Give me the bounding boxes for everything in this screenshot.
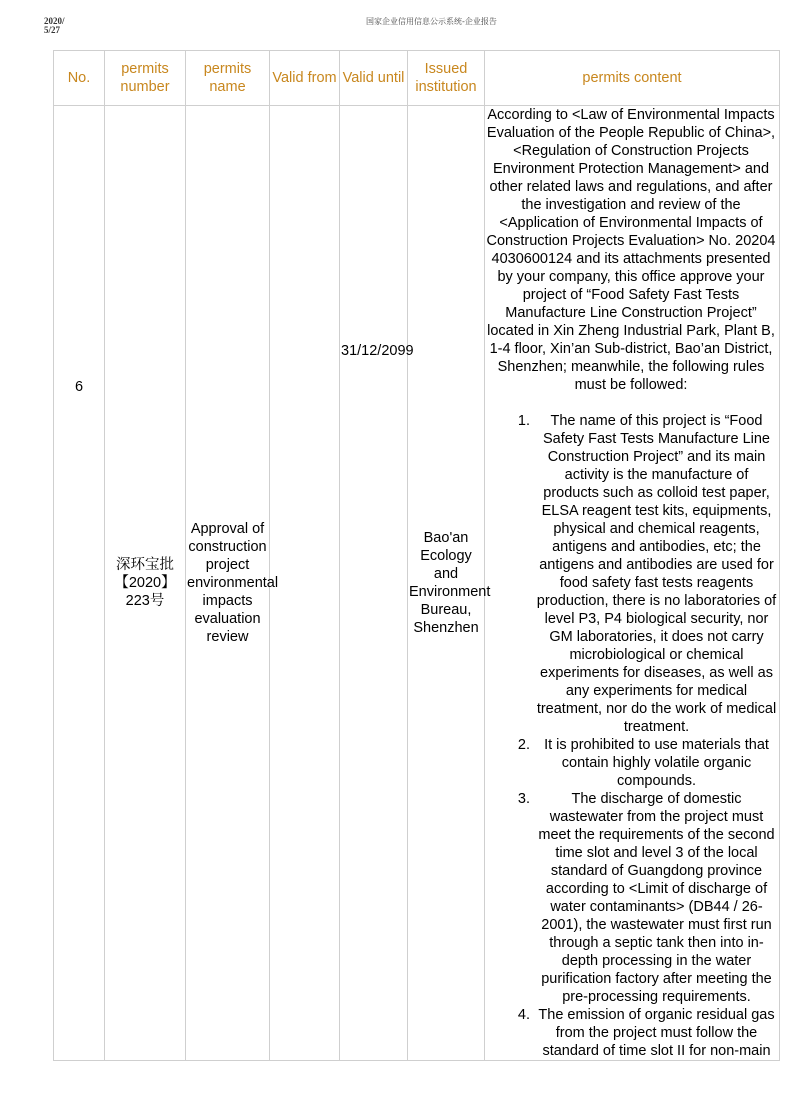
permits-table (53, 50, 780, 1061)
cell-permits-number-value: 深环宝批【2020】223号 (114, 557, 176, 609)
table-row (54, 106, 780, 1061)
col-header-valid-from: Valid from (270, 51, 340, 106)
cell-valid-until-value: 31/12/2099 (341, 343, 414, 359)
cell-issued-institution (408, 106, 491, 1061)
col-header-valid-until: Valid until (340, 51, 408, 106)
report-date-line1: 2020/ (44, 16, 65, 26)
permits-content-intro: According to <Law of Environmental Impacts Evaluation of the People Republic of China>, <Regulation of Construction Projects Environment Protection Management> and other related laws and regulations, and after the investigation and review of the <Application of Environmental Impacts of Construction Projects Evaluation> No. 20204 4030600124 and its attachments presented by your company, this office approve your project of “Food Safety Fast Tests Manufacture Line Construction Project” located in Xin Zheng Industrial Park, Plant B, 1-4 floor, Xin’an Sub-district, Bao’an District, Shenzhen; meanwhile, the following rules must be followed: (486, 107, 776, 393)
cell-valid-until (340, 106, 414, 1061)
rule-item: 3. The discharge of domestic wastewater from the project must meet the requirements of the second time slot and level 3 of the local standard of Guangdong province according to <Limit of discharge of water contaminants> (DB44 / 26-2001), the wastewater must first run through a septic tank then into in-depth processing in the water purification factory after meeting the pre-processing requirements. (534, 790, 778, 1006)
cell-no-value: 6 (74, 379, 84, 395)
cell-permits-content (485, 106, 780, 1061)
report-header-title: 国家企业信用信息公示系统-企业报告 (366, 17, 497, 26)
cell-no (54, 106, 105, 1061)
cell-permits-number (105, 106, 186, 1061)
col-header-permits-name: permits name (186, 51, 270, 106)
permits-content-rules (486, 412, 778, 1060)
report-date-line2: 5/27 (44, 25, 61, 35)
cell-permits-name-value: Approval of construction project environmental impacts evaluation review (187, 521, 279, 645)
cell-permits-name (186, 106, 279, 1061)
rule-item: 4. The emission of organic residual gas from the project must follow the standard of time slot II for non-main (534, 1006, 778, 1060)
rule-item: 2. It is prohibited to use materials that contain highly volatile organic compounds. (534, 736, 778, 790)
rule-item: 1. The name of this project is “Food Safety Fast Tests Manufacture Line Construction Project” and its main activity is the manufacture of products such as colloid test paper, ELSA reagent test kits, equipments, physical and chemical reagents, antigens and antibodies, etc; the antigens and antibodies are used for food safety fast tests reagents production, there is no laboratories of level P3, P4 biological security, nor GM laboratories, it does not carry microbiological or chemical experiments for diseases, as well as any experiments for medical treatment, nor do the work of medical treatment. (534, 412, 778, 736)
cell-valid-from (270, 106, 340, 1061)
report-date (44, 17, 65, 35)
col-header-issued-institution: Issued institution (408, 51, 485, 106)
table-header-row (54, 51, 780, 106)
col-header-permits-content: permits content (485, 51, 780, 106)
cell-issued-institution-value: Bao'an Ecology and Environment Bureau, Shenzhen (409, 530, 491, 636)
col-header-no: No. (54, 51, 105, 106)
col-header-permits-number: permits number (105, 51, 186, 106)
